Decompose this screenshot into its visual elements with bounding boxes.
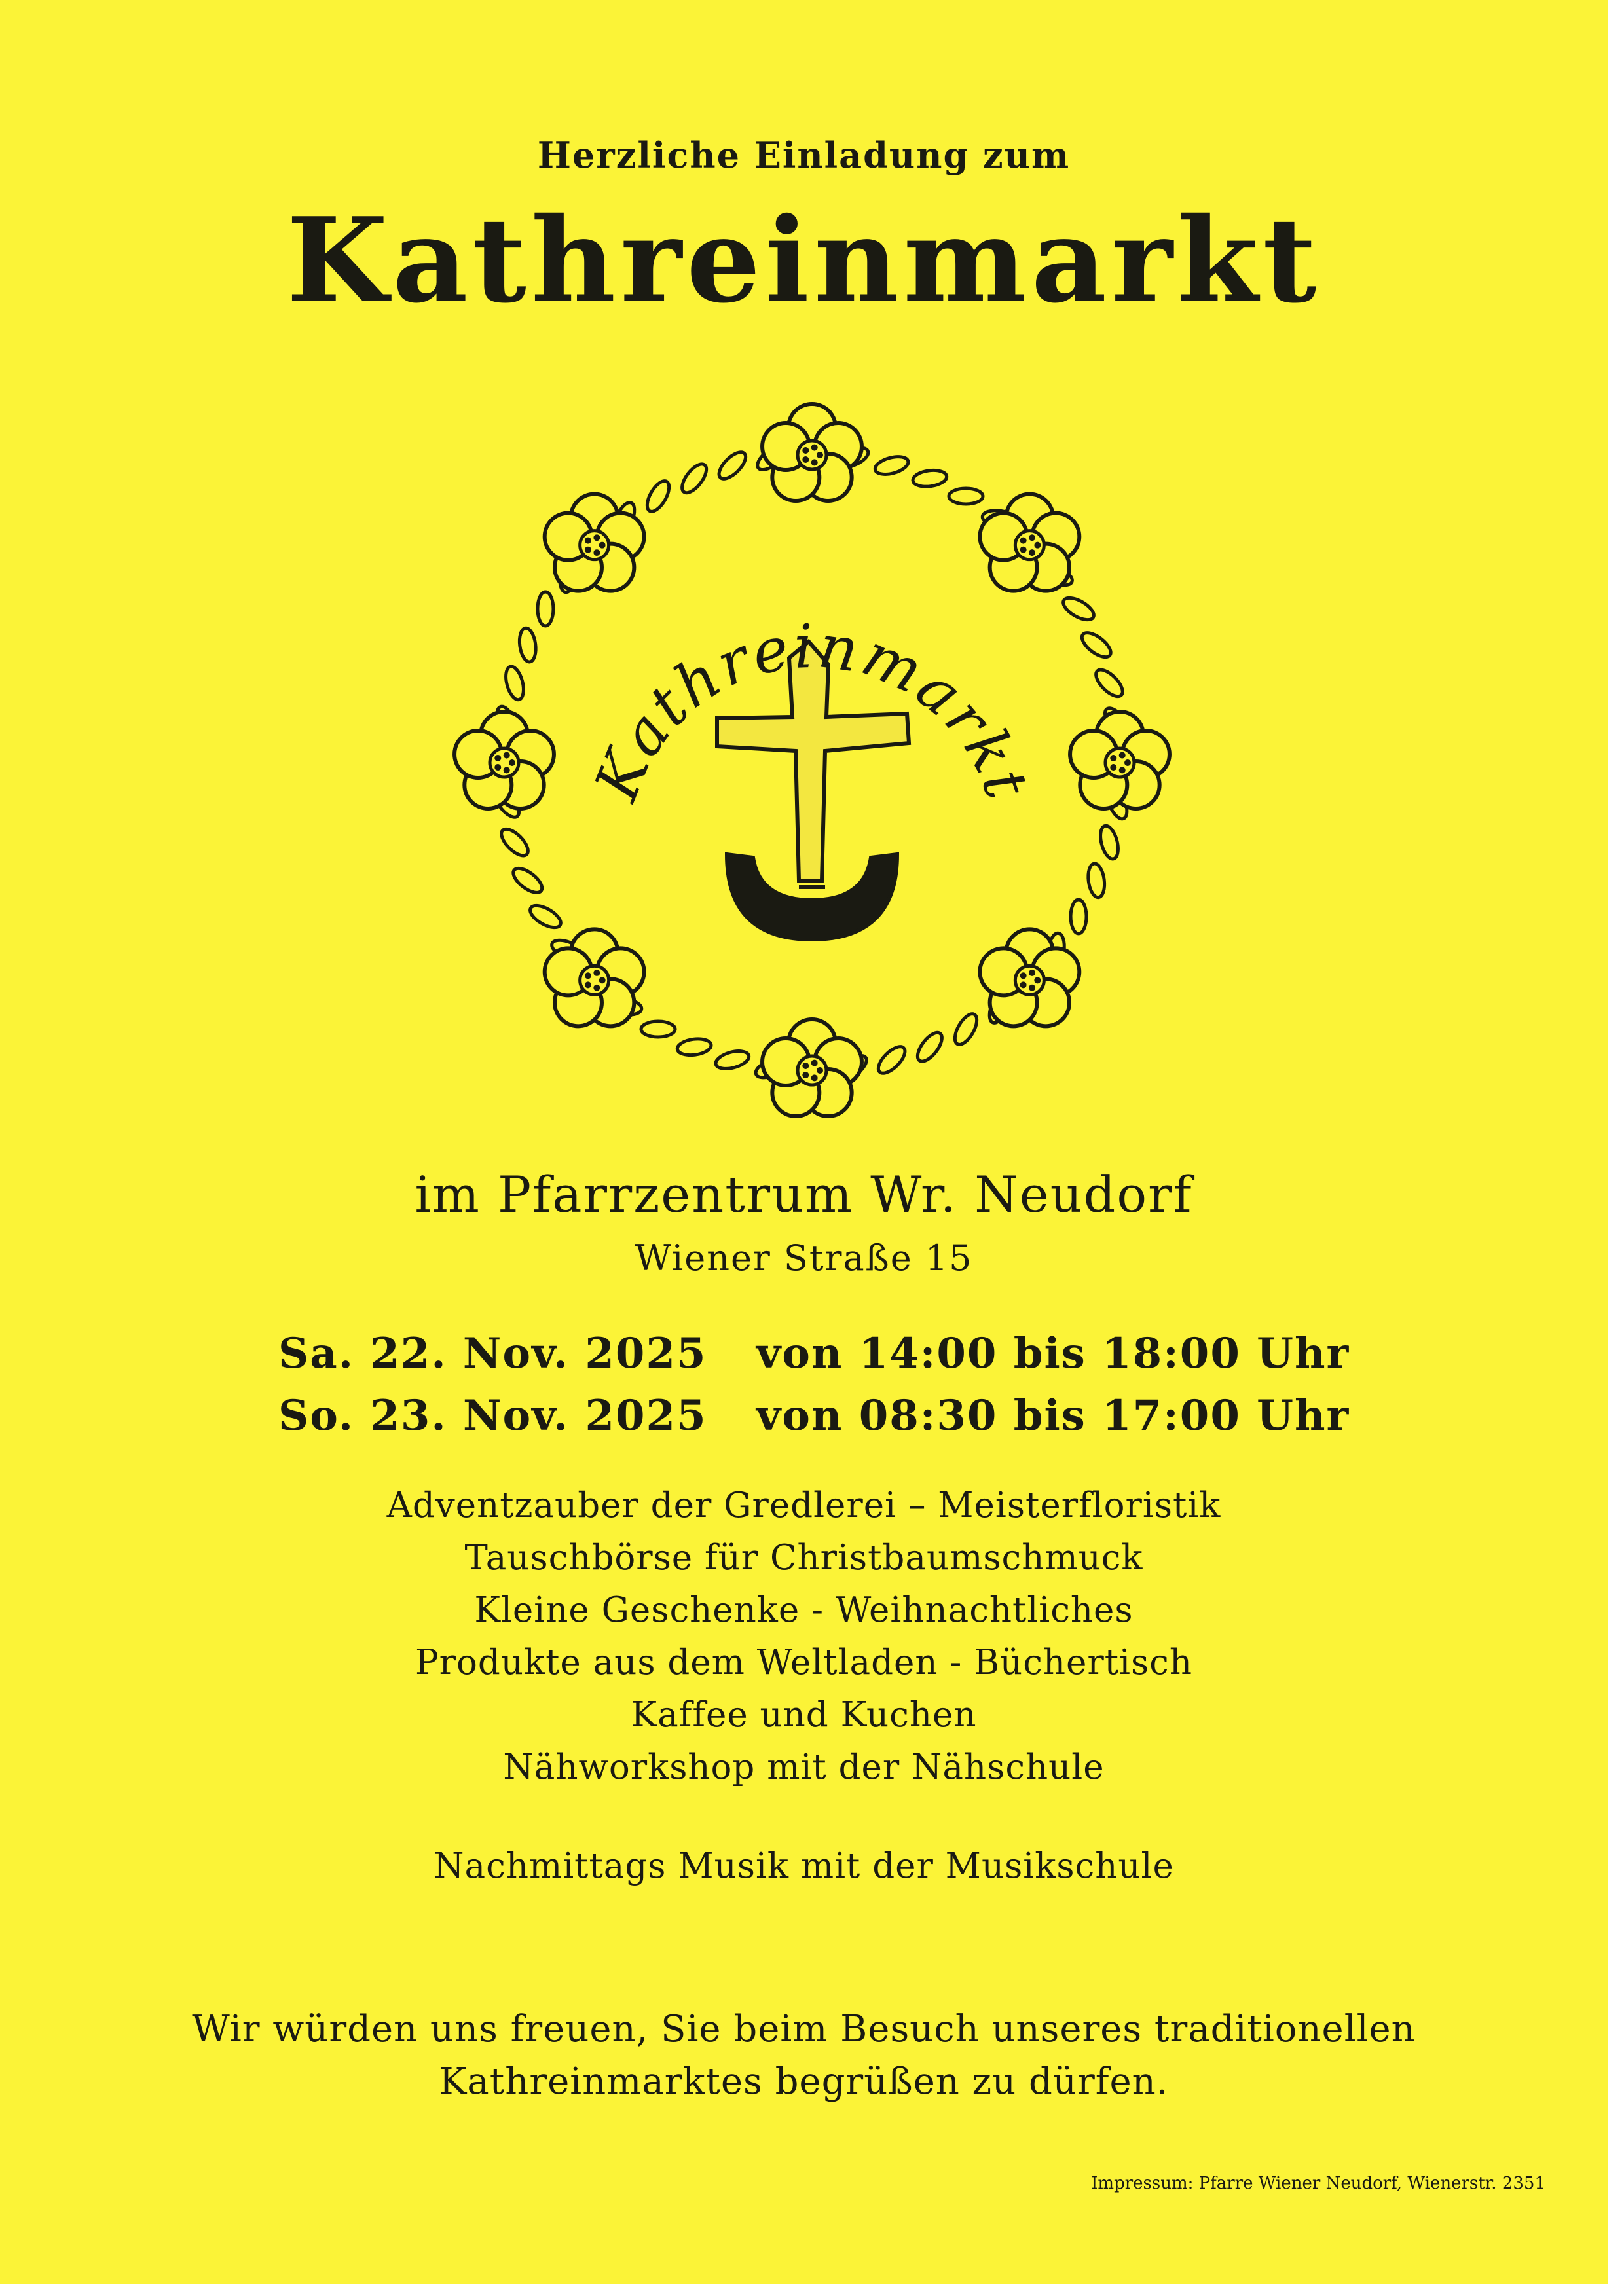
leaf-icon: [1078, 629, 1115, 662]
music-line: Nachmittags Musik mit der Musikschule: [434, 1846, 1174, 1886]
leaf-icon: [873, 454, 910, 478]
leaf-icon: [676, 1037, 712, 1057]
leaf-icon: [714, 448, 750, 483]
street-address: Wiener Straße 15: [635, 1237, 973, 1279]
leaf-icon: [641, 1021, 675, 1037]
leaf-icon: [949, 488, 983, 504]
leaf-icon: [1086, 863, 1107, 899]
date-time: von 14:00 bis 18:00 Uhr: [756, 1329, 1350, 1378]
closing-line: Wir würden uns freuen, Sie beim Besuch unseres traditionellen: [192, 2008, 1416, 2050]
date-time: von 08:30 bis 17:00 Uhr: [756, 1391, 1350, 1440]
leaf-icon: [1098, 824, 1122, 860]
flower-icon: [545, 494, 644, 591]
date-day: So. 23. Nov. 2025: [278, 1391, 707, 1440]
impressum: Impressum: Pfarre Wiener Neudorf, Wienerstr. 2351: [1091, 2174, 1545, 2193]
kathreinmarkt-emblem: [419, 376, 1205, 1149]
flower-icon: [545, 929, 644, 1026]
leaf-icon: [912, 468, 948, 488]
list-item: Nähworkshop mit der Nähschule: [503, 1747, 1105, 1787]
closing-text: [0, 2003, 1608, 2108]
leaf-icon: [497, 825, 532, 860]
date-row: [278, 1322, 1350, 1385]
leaf-icon: [1071, 900, 1086, 934]
page-title: Kathreinmarkt: [286, 192, 1321, 329]
list-item: Kleine Geschenke - Weihnachtliches: [474, 1590, 1134, 1630]
leaf-icon: [526, 902, 564, 932]
list-item: Tauschbörse für Christbaumschmuck: [464, 1538, 1143, 1578]
closing-line: Kathreinmarktes begrüßen zu dürfen.: [439, 2060, 1169, 2103]
leaf-icon: [517, 627, 538, 663]
leaf-icon: [1060, 594, 1098, 625]
leaf-icon: [874, 1042, 910, 1078]
offers-list: [0, 1480, 1608, 1794]
flower-icon: [762, 1019, 862, 1116]
leaf-icon: [714, 1048, 750, 1072]
leaf-icon: [1092, 665, 1127, 701]
list-item: Adventzauber der Gredlerei – Meisterfloristik: [386, 1485, 1221, 1525]
leaf-icon: [538, 592, 553, 626]
flower-icon: [980, 494, 1079, 591]
flower-icon: [1070, 712, 1170, 809]
date-row: [278, 1385, 1350, 1447]
list-item: Produkte aus dem Weltladen - Büchertisch: [415, 1643, 1192, 1683]
leaf-icon: [678, 460, 711, 497]
dates-block: [278, 1322, 1350, 1447]
invite-line: Herzliche Einladung zum: [537, 134, 1071, 176]
leaf-icon: [951, 1011, 982, 1048]
leaf-icon: [643, 477, 674, 515]
date-day: Sa. 22. Nov. 2025: [278, 1329, 707, 1378]
list-item: Kaffee und Kuchen: [631, 1695, 977, 1735]
flower-icon: [762, 404, 862, 501]
leaf-icon: [509, 864, 546, 898]
leaf-icon: [503, 665, 527, 701]
venue: im Pfarrzentrum Wr. Neudorf: [415, 1165, 1193, 1224]
leaf-icon: [913, 1029, 947, 1065]
emblem-lettering: Kathreinmarkt: [581, 611, 1043, 810]
flower-icon: [454, 712, 554, 809]
